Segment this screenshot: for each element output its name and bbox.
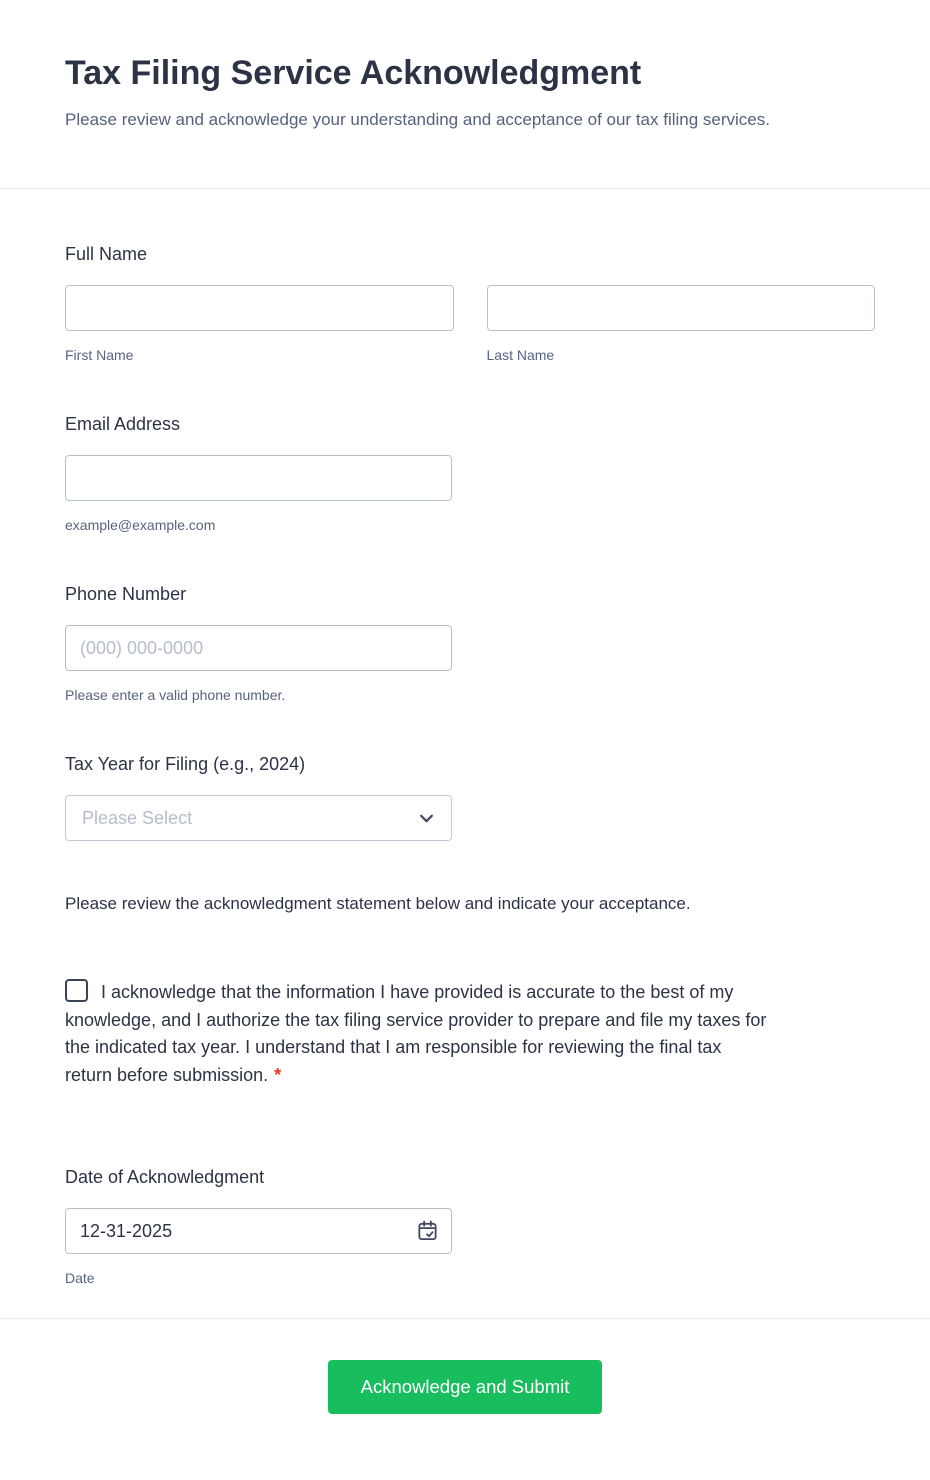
form-body xyxy=(0,243,930,1286)
chevron-down-icon xyxy=(418,810,435,827)
date-field-group xyxy=(65,1166,875,1286)
date-label: Date of Acknowledgment xyxy=(65,1167,265,1187)
tax-year-selected-value: Please Select xyxy=(82,807,193,828)
email-sublabel: example@example.com xyxy=(65,517,216,533)
phone-label: Phone Number xyxy=(65,584,187,604)
calendar-check-icon[interactable] xyxy=(416,1219,439,1242)
first-name-input[interactable] xyxy=(65,285,454,331)
first-name-sublabel: First Name xyxy=(65,347,134,363)
tax-year-select[interactable] xyxy=(65,795,452,841)
acknowledgment-checkbox[interactable] xyxy=(65,979,88,1002)
last-name-group xyxy=(487,285,876,363)
date-sublabel: Date xyxy=(65,1270,95,1286)
phone-sublabel: Please enter a valid phone number. xyxy=(65,687,286,703)
tax-year-field-group xyxy=(65,753,875,841)
first-name-group xyxy=(65,285,454,363)
page-subtitle: Please review and acknowledge your understanding and acceptance of our tax filing services. xyxy=(65,110,770,129)
acknowledgment-statement xyxy=(65,979,771,1089)
full-name-label: Full Name xyxy=(65,244,148,264)
phone-input[interactable] xyxy=(65,625,452,671)
form-header xyxy=(0,0,930,189)
form-footer xyxy=(0,1318,930,1414)
acknowledgment-text: I acknowledge that the information I have provided is accurate to the best of my knowledge, and I authorize the tax filing service provider to prepare and file my taxes for the indicated tax year. I understand that I am responsible for reviewing the final tax return before submission. xyxy=(65,982,767,1085)
date-input[interactable] xyxy=(65,1208,452,1254)
required-asterisk: * xyxy=(274,1064,282,1085)
last-name-sublabel: Last Name xyxy=(486,347,555,363)
email-label: Email Address xyxy=(65,414,181,434)
submit-button[interactable]: Acknowledge and Submit xyxy=(328,1360,603,1414)
date-input-wrapper xyxy=(65,1208,452,1254)
last-name-input[interactable] xyxy=(487,285,876,331)
tax-year-label: Tax Year for Filing (e.g., 2024) xyxy=(65,754,306,774)
full-name-field xyxy=(65,243,875,363)
acknowledgment-intro-text: Please review the acknowledgment statement below and indicate your acceptance. xyxy=(65,894,691,913)
email-field-group xyxy=(65,413,875,533)
page-title: Tax Filing Service Acknowledgment xyxy=(65,54,642,92)
name-inputs-row xyxy=(65,285,875,363)
phone-field-group xyxy=(65,583,875,703)
email-input[interactable] xyxy=(65,455,452,501)
